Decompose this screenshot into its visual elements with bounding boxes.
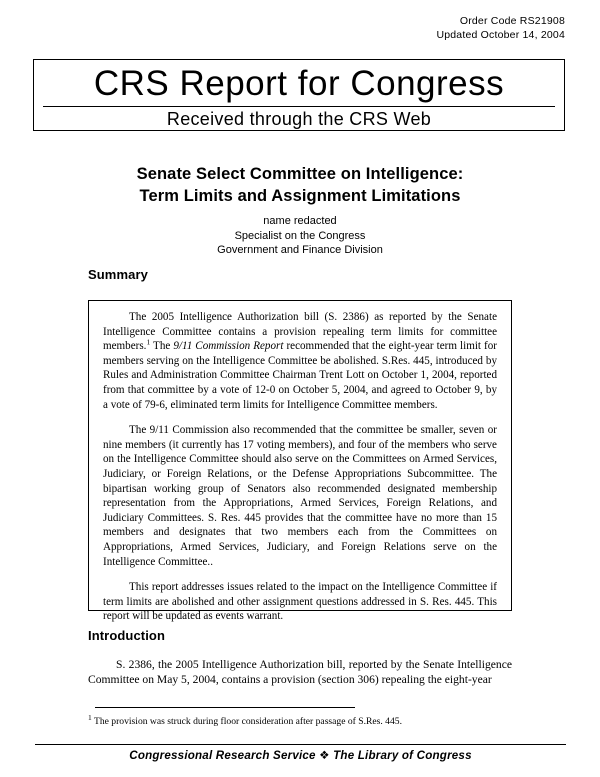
- footer-right-text: The Library of Congress: [333, 749, 472, 762]
- order-code: Order Code RS21908: [459, 15, 565, 27]
- footnote-separator: [95, 707, 355, 708]
- banner-divider: [43, 106, 555, 107]
- footnote-marker-inline: 1: [146, 337, 151, 347]
- introduction-paragraph: S. 2386, the 2005 Intelligence Authorization bill, reported by the Senate Intelligence Committee on May 5, 2004, contains a provision (section 306) repealing the eight-year: [88, 658, 512, 687]
- summary-p1-part-a: The 2005 Intelligence Authorization bill (S. 2386) as reported by the Senate Intelligence Committee contains a provision repealing term limits for committee members.: [103, 311, 497, 353]
- footer-left-text: Congressional Research Service: [129, 749, 316, 762]
- summary-paragraph-2: The 9/11 Commission also recommended that the committee be smaller, seven or nine members (it currently has 17 voting members), and four of the members who serve on the Intelligence Committee should also serve on the Committees on Armed Services, Judiciary, or Foreign Relations, or the Defense Appropriations Subcommittee. The bipartisan working group of Senators also recommended designated membership representation from the Appropriations, Armed Services, Foreign Relations, and Judiciary Committees. S. Res. 445 provides that the committee have no more than 15 members and designates that two members each from the Committees on Appropriations, Armed Services, Judiciary, and Foreign Relations serve on the Intelligence Committee..: [103, 424, 497, 568]
- author-block: [60, 214, 540, 258]
- updated-date: Updated October 14, 2004: [436, 29, 565, 41]
- summary-box: [88, 300, 512, 623]
- diamond-icon: ❖: [315, 749, 334, 762]
- footnote: [88, 712, 512, 728]
- introduction-heading: Introduction: [88, 628, 166, 643]
- footer: [35, 748, 566, 762]
- summary-p1-part-c: recommended that the eight-year term limit for members serving on the Intelligence Committee be abolished. S.Res. 445, introduced by Rules and Administration Committee Chairman Trent Lott on October 1, 2004, reported from that committee by a vote of 12-0 on October 5, 2004, and agreed to October 9, by a vote of 79-6, eliminated term limits for Intelligence Committee members.: [103, 340, 497, 411]
- author-name: name redacted: [263, 215, 337, 227]
- banner-subtitle: Received through the CRS Web: [166, 109, 432, 129]
- summary-p1-italic-title: 9/11 Commission Report: [173, 340, 284, 353]
- summary-p1-part-b: The: [150, 340, 174, 353]
- banner-title: CRS Report for Congress: [93, 64, 505, 103]
- crs-banner: [33, 59, 565, 131]
- summary-paragraph-1: [103, 310, 497, 412]
- page-title-line-2: Term Limits and Assignment Limitations: [139, 187, 461, 205]
- footer-separator: [35, 744, 566, 745]
- footnote-number: 1: [88, 712, 92, 722]
- summary-heading: Summary: [88, 267, 148, 282]
- order-code-block: [436, 14, 565, 42]
- page-title: [60, 163, 540, 207]
- footnote-text: The provision was struck during floor consideration after passage of S.Res. 445.: [91, 716, 402, 727]
- page-title-line-1: Senate Select Committee on Intelligence:: [136, 165, 464, 183]
- summary-paragraph-3: This report addresses issues related to the impact on the Intelligence Committee if term limits are abolished and other assignment questions addressed in S. Res. 445. This report will be updated as events warrant.: [103, 581, 497, 623]
- author-title: Specialist on the Congress: [234, 229, 366, 242]
- author-division: Government and Finance Division: [217, 244, 383, 256]
